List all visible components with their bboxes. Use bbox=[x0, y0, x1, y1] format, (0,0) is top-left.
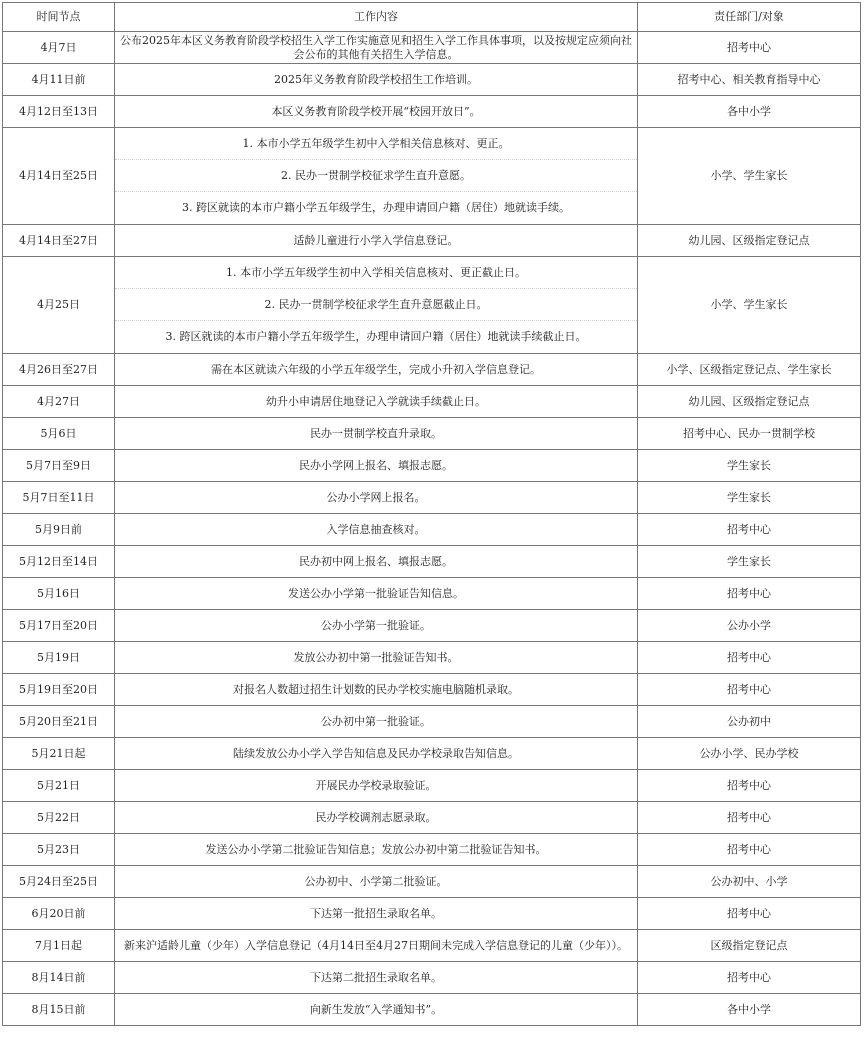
dept-cell: 公办初中 bbox=[638, 706, 861, 738]
table-row bbox=[3, 674, 861, 706]
time-cell: 4月12日至13日 bbox=[3, 96, 115, 128]
content-cell: 开展民办学校录取验证。 bbox=[115, 770, 638, 802]
time-cell: 5月21日 bbox=[3, 770, 115, 802]
content-cell: 下达第二批招生录取名单。 bbox=[115, 962, 638, 994]
content-cell: 公办初中第一批验证。 bbox=[115, 706, 638, 738]
time-cell: 4月26日至27日 bbox=[3, 354, 115, 386]
dept-cell: 招考中心、相关教育指导中心 bbox=[638, 64, 861, 96]
content-item: 3. 跨区就读的本市户籍小学五年级学生，办理申请回户籍（居住）地就读手续。 bbox=[115, 191, 637, 224]
table-row bbox=[3, 354, 861, 386]
table-row bbox=[3, 32, 861, 64]
dept-cell: 小学、学生家长 bbox=[638, 128, 861, 225]
time-cell: 5月22日 bbox=[3, 802, 115, 834]
content-cell: 民办小学网上报名、填报志愿。 bbox=[115, 450, 638, 482]
table-row bbox=[3, 225, 861, 257]
table-row bbox=[3, 128, 861, 225]
dept-cell: 公办小学、民办学校 bbox=[638, 738, 861, 770]
time-cell: 6月20日前 bbox=[3, 898, 115, 930]
time-cell: 5月17日至20日 bbox=[3, 610, 115, 642]
header-time: 时间节点 bbox=[3, 3, 115, 32]
content-cell: 发放公办初中第一批验证告知书。 bbox=[115, 642, 638, 674]
content-cell: 入学信息抽查核对。 bbox=[115, 514, 638, 546]
dept-cell: 公办小学 bbox=[638, 610, 861, 642]
dept-cell: 学生家长 bbox=[638, 546, 861, 578]
time-cell: 5月20日至21日 bbox=[3, 706, 115, 738]
table-row bbox=[3, 866, 861, 898]
dept-cell: 各中小学 bbox=[638, 96, 861, 128]
content-cell: 陆续发放公办小学入学告知信息及民办学校录取告知信息。 bbox=[115, 738, 638, 770]
content-cell: 下达第一批招生录取名单。 bbox=[115, 898, 638, 930]
content-cell: 民办初中网上报名、填报志愿。 bbox=[115, 546, 638, 578]
table-header-row bbox=[3, 3, 861, 32]
content-cell: 民办一贯制学校直升录取。 bbox=[115, 418, 638, 450]
schedule-table bbox=[2, 2, 861, 1026]
dept-cell: 幼儿园、区级指定登记点 bbox=[638, 225, 861, 257]
content-cell bbox=[115, 257, 638, 354]
content-item: 2. 民办一贯制学校征求学生直升意愿截止日。 bbox=[115, 288, 637, 320]
dept-cell: 招考中心 bbox=[638, 514, 861, 546]
dept-cell: 小学、区级指定登记点、学生家长 bbox=[638, 354, 861, 386]
content-cell: 2025年义务教育阶段学校招生工作培训。 bbox=[115, 64, 638, 96]
time-cell: 5月7日至9日 bbox=[3, 450, 115, 482]
dept-cell: 公办初中、小学 bbox=[638, 866, 861, 898]
dept-cell: 区级指定登记点 bbox=[638, 930, 861, 962]
dept-cell: 幼儿园、区级指定登记点 bbox=[638, 386, 861, 418]
table-row bbox=[3, 546, 861, 578]
dept-cell: 小学、学生家长 bbox=[638, 257, 861, 354]
dept-cell: 招考中心 bbox=[638, 802, 861, 834]
time-cell: 4月14日至27日 bbox=[3, 225, 115, 257]
content-item: 1. 本市小学五年级学生初中入学相关信息核对、更正。 bbox=[242, 136, 510, 150]
table-row bbox=[3, 642, 861, 674]
content-cell: 向新生发放“入学通知书”。 bbox=[115, 994, 638, 1026]
table-row bbox=[3, 802, 861, 834]
dept-cell: 招考中心 bbox=[638, 834, 861, 866]
header-dept: 责任部门/对象 bbox=[638, 3, 861, 32]
time-cell: 5月9日前 bbox=[3, 514, 115, 546]
table-row bbox=[3, 482, 861, 514]
time-cell: 7月1日起 bbox=[3, 930, 115, 962]
content-cell: 需在本区就读六年级的小学五年级学生，完成小升初入学信息登记。 bbox=[115, 354, 638, 386]
time-cell: 5月23日 bbox=[3, 834, 115, 866]
table-row bbox=[3, 514, 861, 546]
content-cell: 公办小学网上报名。 bbox=[115, 482, 638, 514]
table-row bbox=[3, 257, 861, 354]
time-cell: 4月7日 bbox=[3, 32, 115, 64]
content-cell: 公布2025年本区义务教育阶段学校招生入学工作实施意见和招生入学工作具体事项，以及按规定应须向社会公布的其他有关招生入学信息。 bbox=[115, 32, 638, 64]
dept-cell: 招考中心 bbox=[638, 674, 861, 706]
table-row bbox=[3, 610, 861, 642]
content-cell: 民办学校调剂志愿录取。 bbox=[115, 802, 638, 834]
table-row bbox=[3, 706, 861, 738]
table-row bbox=[3, 386, 861, 418]
table-row bbox=[3, 994, 861, 1026]
table-row bbox=[3, 834, 861, 866]
content-cell: 对报名人数超过招生计划数的民办学校实施电脑随机录取。 bbox=[115, 674, 638, 706]
dept-cell: 招考中心 bbox=[638, 898, 861, 930]
dept-cell: 各中小学 bbox=[638, 994, 861, 1026]
dept-cell: 招考中心、民办一贯制学校 bbox=[638, 418, 861, 450]
time-cell: 4月14日至25日 bbox=[3, 128, 115, 225]
table-row bbox=[3, 770, 861, 802]
table-row bbox=[3, 738, 861, 770]
content-item: 2. 民办一贯制学校征求学生直升意愿。 bbox=[115, 159, 637, 191]
table-row bbox=[3, 962, 861, 994]
time-cell: 8月14日前 bbox=[3, 962, 115, 994]
time-cell: 5月21日起 bbox=[3, 738, 115, 770]
time-cell: 5月19日 bbox=[3, 642, 115, 674]
content-item: 3. 跨区就读的本市户籍小学五年级学生，办理申请回户籍（居住）地就读手续截止日。 bbox=[115, 320, 637, 353]
time-cell: 5月19日至20日 bbox=[3, 674, 115, 706]
table-row bbox=[3, 96, 861, 128]
table-row bbox=[3, 930, 861, 962]
time-cell: 8月15日前 bbox=[3, 994, 115, 1026]
table-row bbox=[3, 578, 861, 610]
table-row bbox=[3, 64, 861, 96]
time-cell: 5月12日至14日 bbox=[3, 546, 115, 578]
time-cell: 4月25日 bbox=[3, 257, 115, 354]
content-cell: 公办初中、小学第二批验证。 bbox=[115, 866, 638, 898]
dept-cell: 招考中心 bbox=[638, 962, 861, 994]
time-cell: 5月16日 bbox=[3, 578, 115, 610]
content-cell: 幼升小申请居住地登记入学就读手续截止日。 bbox=[115, 386, 638, 418]
table-row bbox=[3, 450, 861, 482]
table-row bbox=[3, 418, 861, 450]
content-cell: 本区义务教育阶段学校开展“校园开放日”。 bbox=[115, 96, 638, 128]
dept-cell: 学生家长 bbox=[638, 482, 861, 514]
content-cell: 适龄儿童进行小学入学信息登记。 bbox=[115, 225, 638, 257]
time-cell: 4月11日前 bbox=[3, 64, 115, 96]
dept-cell: 学生家长 bbox=[638, 450, 861, 482]
dept-cell: 招考中心 bbox=[638, 578, 861, 610]
content-cell: 公办小学第一批验证。 bbox=[115, 610, 638, 642]
time-cell: 5月6日 bbox=[3, 418, 115, 450]
dept-cell: 招考中心 bbox=[638, 32, 861, 64]
time-cell: 4月27日 bbox=[3, 386, 115, 418]
time-cell: 5月24日至25日 bbox=[3, 866, 115, 898]
content-cell bbox=[115, 128, 638, 225]
table-row bbox=[3, 898, 861, 930]
content-cell: 新来沪适龄儿童（少年）入学信息登记（4月14日至4月27日期间未完成入学信息登记的儿童（少年））。 bbox=[115, 930, 638, 962]
dept-cell: 招考中心 bbox=[638, 770, 861, 802]
content-cell: 发送公办小学第二批验证告知信息；发放公办初中第二批验证告知书。 bbox=[115, 834, 638, 866]
time-cell: 5月7日至11日 bbox=[3, 482, 115, 514]
content-cell: 发送公办小学第一批验证告知信息。 bbox=[115, 578, 638, 610]
dept-cell: 招考中心 bbox=[638, 642, 861, 674]
content-item: 1. 本市小学五年级学生初中入学相关信息核对、更正截止日。 bbox=[226, 265, 526, 279]
header-content: 工作内容 bbox=[115, 3, 638, 32]
